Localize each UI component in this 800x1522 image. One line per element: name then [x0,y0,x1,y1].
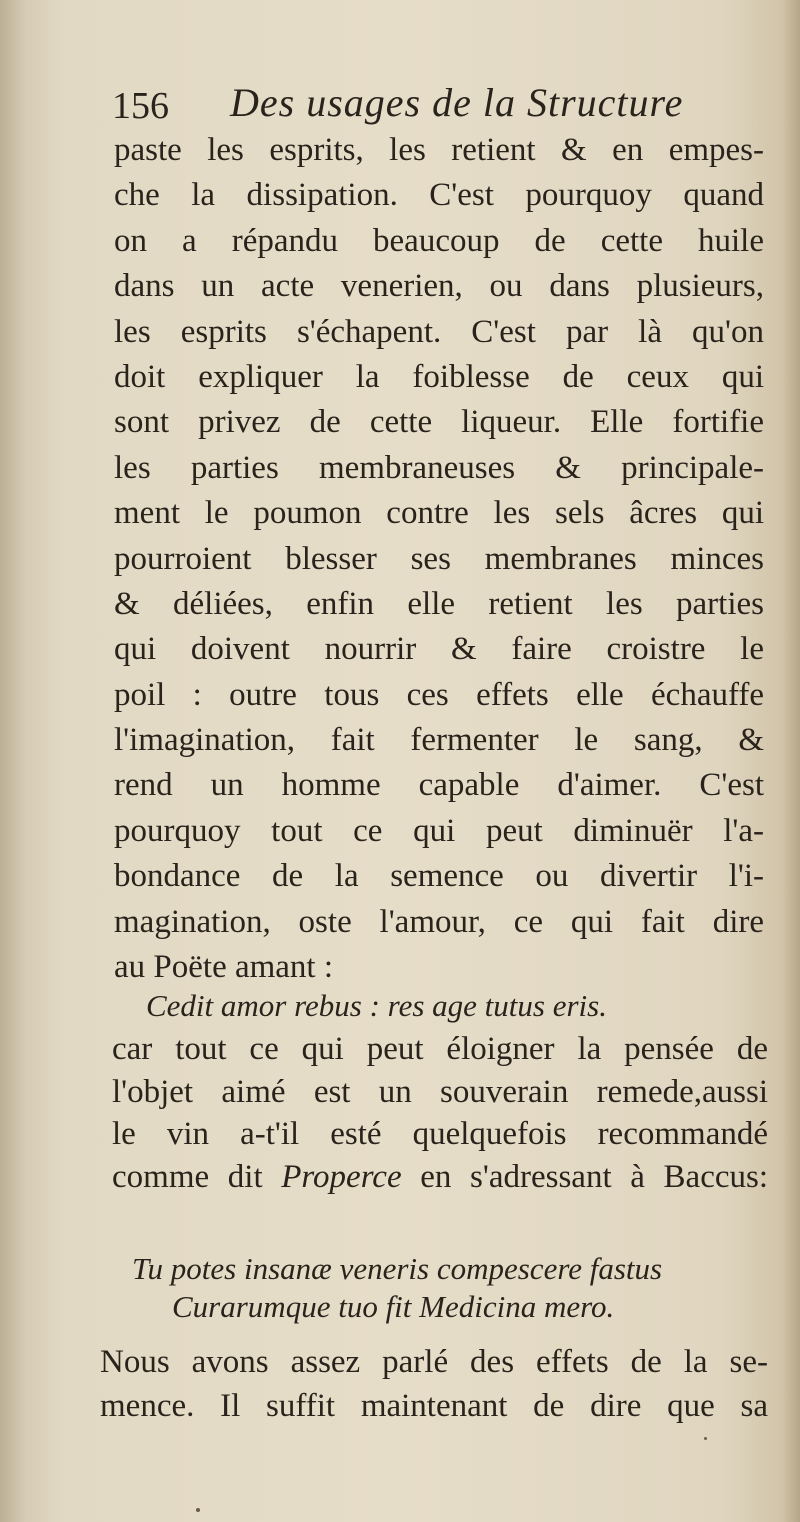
paragraph-2 [112,1028,768,1198]
text-line: doit expliquer la foiblesse de ceux qui [114,358,764,395]
text-line: les parties membraneuses & principale- [114,449,764,486]
text-line [112,1156,768,1199]
text-line: au Poëte amant : [114,949,334,986]
text-line: rend un homme capable d'aimer. C'est [114,767,764,804]
text-line: ment le poumon contre les sels âcres qui [114,495,764,532]
text-line: bondance de la semence ou divertir l'i- [114,858,764,895]
text-line: le vin a-t'il esté quelquefois recommandé [112,1116,768,1152]
text-line: pourroient blesser ses membranes minces [114,540,764,577]
text-fragment: en s'adressant à Baccus: [401,1158,769,1195]
text-line: l'imagination, fait fermenter le sang, & [114,722,764,759]
text-line: car tout ce qui peut éloigner la pensée de [112,1031,768,1067]
text-fragment: comme dit [112,1158,282,1195]
text-line: sont privez de cette liqueur. Elle fortifie [114,404,764,441]
text-line: les esprits s'échapent. C'est par là qu'on [114,313,764,350]
verse-line-2: Curarumque tuo fit Medicina mero. [172,1289,615,1324]
text-line: magination, oste l'amour, ce qui fait dire [114,903,764,940]
text-line: & déliées, enfin elle retient les parties [114,585,764,622]
running-title: Des usages de la Structure [230,80,684,125]
paper-speck [196,1508,200,1512]
text-line: che la dissipation. C'est pourquoy quand [114,177,764,214]
text-line: pourquoy tout ce qui peut diminuër l'a- [114,812,764,849]
text-line: l'objet aimé est un souverain remede,aussi [112,1073,768,1110]
latin-quote: Cedit amor rebus : res age tutus eris. [146,988,607,1023]
page-number: 156 [112,85,169,127]
text-line: paste les esprits, les retient & en empes- [114,132,764,168]
page-edge-shadow [782,0,800,1522]
text-line: Nous avons assez parlé des effets de la se- [100,1344,768,1380]
paragraph-3 [100,1340,768,1428]
text-line: mence. Il suffit maintenant de dire que sa [100,1388,768,1424]
gutter-shadow [0,0,26,1522]
page-header [112,80,752,130]
text-line: dans un acte venerien, ou dans plusieurs, [114,268,764,305]
text-line: on a répandu beaucoup de cette huile [114,222,764,259]
paper-speck [704,1437,707,1440]
verse-line-1: Tu potes insanæ veneris compescere fastus [132,1251,663,1286]
paragraph-1 [114,128,764,990]
text-line: qui doivent nourrir & faire croistre le [114,631,764,668]
author-name: Properce [281,1158,402,1195]
text-line: poil : outre tous ces effets elle échauffe [114,676,764,713]
